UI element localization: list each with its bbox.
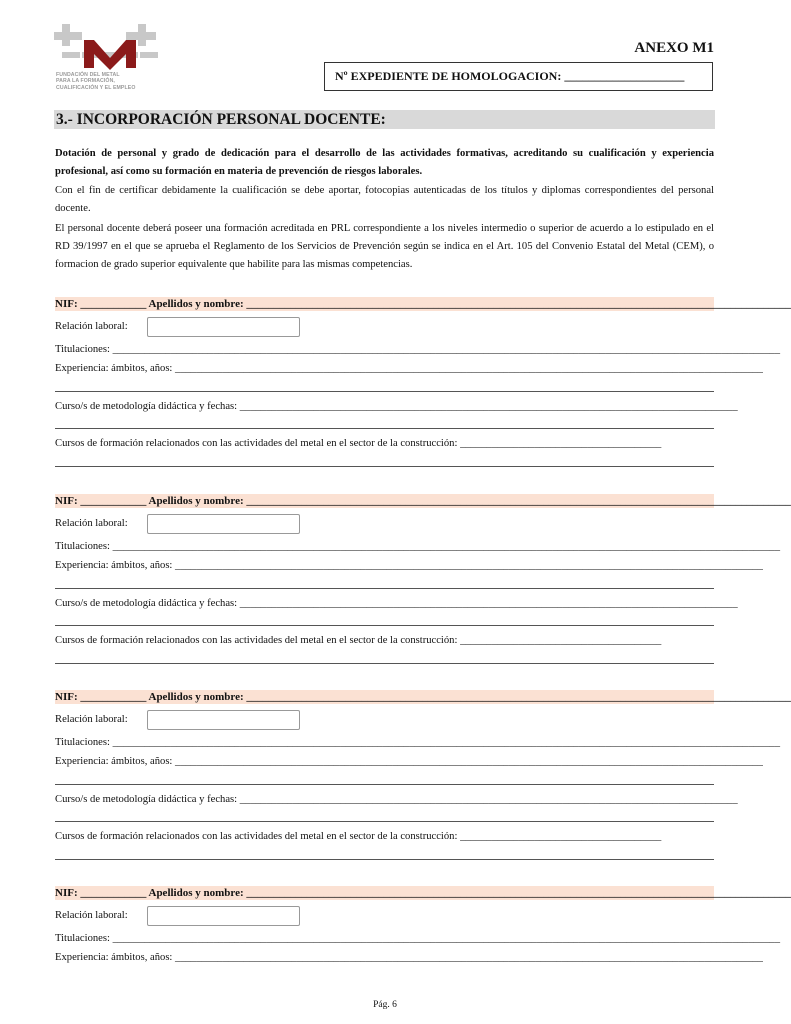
relacion-laboral-input[interactable] [147,710,300,730]
relacion-laboral-input[interactable] [147,317,300,337]
teacher-block [55,690,791,890]
titulaciones-field[interactable]: Titulaciones: ______________________________________________________________________________________________________________________________ [55,737,780,748]
metodologia-continuation-line[interactable] [55,428,714,429]
logo-caption-line: FUNDACIÓN DEL METAL [56,72,120,78]
cursos-formacion-field[interactable]: Cursos de formación relacionados con las actividades del metal en el sector de la construcción: ______________________________________ [55,635,662,646]
page-number: Pág. 6 [373,1000,397,1010]
metodologia-continuation-line[interactable] [55,821,714,822]
intro-paragraph-prl: El personal docente deberá poseer una formación acreditada en PRL correspondiente a los niveles intermedio o superior de acuerdo a lo estipulado en el RD 39/1997 en el que se aprueba el Reglamento de los Servicios de Prevención según se indica en el Art. 105 del Convenio Estatal del Metal (CEM), o formacion de grado superior equivalente que habilite para las mismas competencias. [55,223,714,270]
teacher-block [55,886,791,976]
relacion-laboral-label: Relación laboral: [55,714,128,725]
cursos-continuation-line[interactable] [55,859,714,860]
cursos-formacion-field[interactable]: Cursos de formación relacionados con las actividades del metal en el sector de la construcción: ______________________________________ [55,438,662,449]
metodologia-field[interactable]: Curso/s de metodología didáctica y fechas: ______________________________________________________________________________________________ [55,794,738,805]
titulaciones-field[interactable]: Titulaciones: ______________________________________________________________________________________________________________________________ [55,933,780,944]
expediente-field[interactable]: Nº EXPEDIENTE DE HOMOLOGACION: ____________________ [324,62,713,91]
nif-name-row[interactable]: NIF: ____________ Apellidos y nombre: ___________________________________________________________________________________________________ [55,495,791,507]
intro-paragraph-certification: Con el fin de certificar debidamente la cualificación se debe aportar, fotocopias autenticadas de los títulos y diplomas correspondientes del personal docente. [55,185,714,214]
experiencia-field[interactable]: Experiencia: ámbitos, años: _______________________________________________________________________________________________________________ [55,952,763,963]
logo-caption-line: PARA LA FORMACIÓN, [56,78,115,85]
relacion-laboral-input[interactable] [147,514,300,534]
teacher-block [55,494,791,694]
cursos-continuation-line[interactable] [55,466,714,467]
relacion-laboral-input[interactable] [147,906,300,926]
experiencia-field[interactable]: Experiencia: ámbitos, años: _______________________________________________________________________________________________________________ [55,363,763,374]
metodologia-field[interactable]: Curso/s de metodología didáctica y fechas: ______________________________________________________________________________________________ [55,401,738,412]
experiencia-continuation-line[interactable] [55,391,714,392]
metodologia-field[interactable]: Curso/s de metodología didáctica y fechas: ______________________________________________________________________________________________ [55,598,738,609]
cursos-continuation-line[interactable] [55,663,714,664]
titulaciones-field[interactable]: Titulaciones: ______________________________________________________________________________________________________________________________ [55,541,780,552]
teacher-block [55,297,791,497]
intro-bold-paragraph: Dotación de personal y grado de dedicación para el desarrollo de las actividades formativas, acreditando su cualificación y experiencia profesional, así como su formación en materia de prevención de riesgos laborales. [55,148,714,177]
metodologia-continuation-line[interactable] [55,625,714,626]
relacion-laboral-label: Relación laboral: [55,518,128,529]
logo-caption [56,72,166,91]
logo-caption-line: CUALIFICACIÓN Y EL EMPLEO [56,84,136,91]
experiencia-field[interactable]: Experiencia: ámbitos, años: _______________________________________________________________________________________________________________ [55,756,763,767]
experiencia-continuation-line[interactable] [55,784,714,785]
nif-name-row[interactable]: NIF: ____________ Apellidos y nombre: ___________________________________________________________________________________________________ [55,691,791,703]
titulaciones-field[interactable]: Titulaciones: ______________________________________________________________________________________________________________________________ [55,344,780,355]
cursos-formacion-field[interactable]: Cursos de formación relacionados con las actividades del metal en el sector de la construcción: ______________________________________ [55,831,662,842]
section-title: 3.- INCORPORACIÓN PERSONAL DOCENTE: [54,110,715,129]
relacion-laboral-label: Relación laboral: [55,321,128,332]
annex-label: ANEXO M1 [634,40,714,56]
relacion-laboral-label: Relación laboral: [55,910,128,921]
experiencia-continuation-line[interactable] [55,588,714,589]
nif-name-row[interactable]: NIF: ____________ Apellidos y nombre: ___________________________________________________________________________________________________ [55,298,791,310]
experiencia-field[interactable]: Experiencia: ámbitos, años: _______________________________________________________________________________________________________________ [55,560,763,571]
nif-name-row[interactable]: NIF: ____________ Apellidos y nombre: ___________________________________________________________________________________________________ [55,887,791,899]
